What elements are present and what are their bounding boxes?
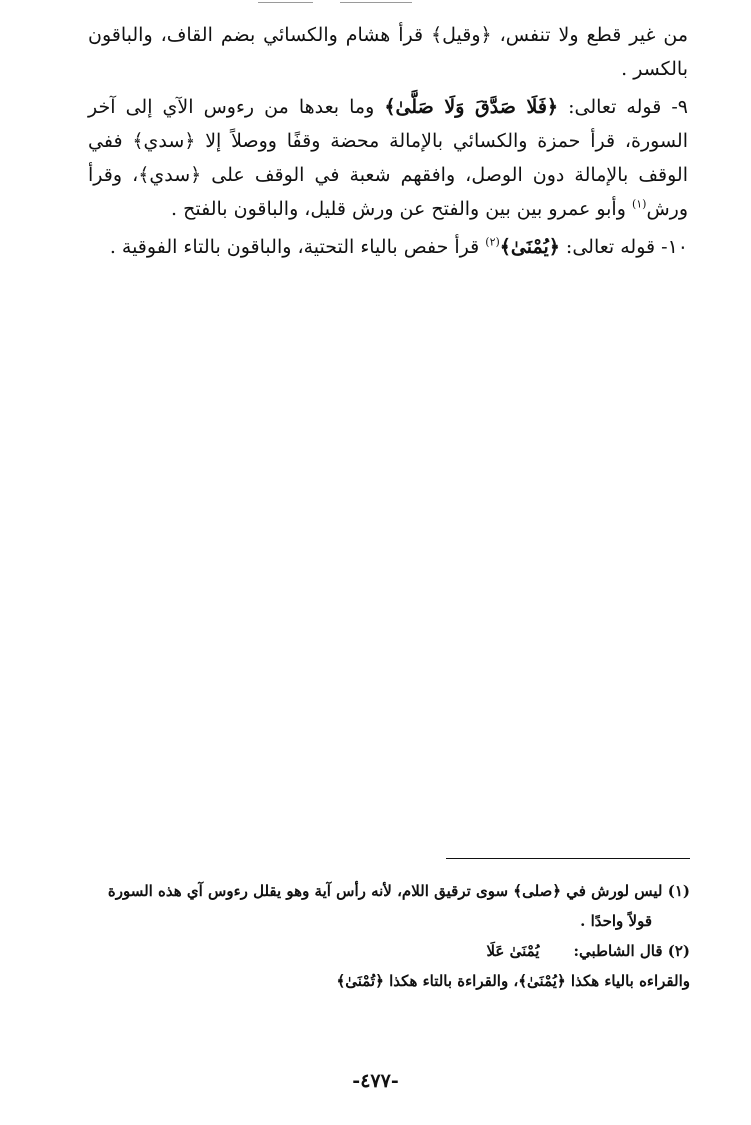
paragraph-9 bbox=[88, 90, 688, 226]
item-10-label: ١٠- قوله تعالى: bbox=[559, 236, 688, 258]
main-text bbox=[88, 18, 688, 268]
top-rule-left bbox=[258, 2, 313, 3]
footnote-1-continuation: قولاً واحدًا . bbox=[580, 912, 652, 930]
footnotes bbox=[88, 876, 690, 996]
page-number: -٤٧٧- bbox=[352, 1070, 399, 1092]
item-9-label: ٩- قوله تعالى: bbox=[558, 96, 689, 118]
footnote-separator bbox=[446, 858, 690, 859]
footnote-ref-1[interactable]: (١) bbox=[631, 197, 647, 211]
paragraph-1: من غير قطع ولا تنفس، ﴿وقيل﴾ قرأ هشام والكسائي بضم القاف، والباقون بالكسر . bbox=[88, 24, 688, 80]
quran-quote-1: ﴿فَلَا صَدَّقَ وَلَا صَلَّىٰ﴾ bbox=[384, 96, 559, 118]
footnote-2 bbox=[88, 936, 690, 966]
item-9-tail: وأبو عمرو بين بين والفتح عن ورش قليل، والباقون بالفتح . bbox=[171, 198, 632, 220]
paragraph-10 bbox=[88, 230, 688, 264]
item-10-text: قرأ حفص بالياء التحتية، والباقون بالتاء الفوقية . bbox=[109, 236, 486, 258]
footnote-ref-2[interactable]: (٢) bbox=[485, 235, 500, 249]
shatibi-verse: يُمْنَىٰ عَلَا bbox=[486, 942, 540, 960]
footnote-2-label: (٢) قال الشاطبي: bbox=[573, 942, 690, 960]
item-9-text: وما بعدها من رءوس الآي إلى آخر السورة، قرأ حمزة والكسائي بالإمالة محضة وقفًا ووصلاً إلا ﴿سدي﴾ ففي الوقف بالإمالة دون الوصل، وافقهم شعبة في الوقف على ﴿سدي﴾، وقرأ ورش bbox=[88, 96, 688, 220]
footnote-1: (١) ليس لورش في ﴿صلى﴾ سوى ترقيق اللام، لأنه رأس آية وهو يقلل رءوس آي هذه السورة bbox=[107, 882, 690, 900]
footnote-2-explanation: والقراءه بالياء هكذا ﴿يُمْنَىٰ﴾، والقراءة بالتاء هكذا ﴿تُمْنَىٰ﴾ bbox=[336, 972, 690, 990]
quran-quote-2: ﴿يُمْنَىٰ﴾ bbox=[499, 236, 560, 258]
top-rule-right bbox=[340, 2, 412, 3]
